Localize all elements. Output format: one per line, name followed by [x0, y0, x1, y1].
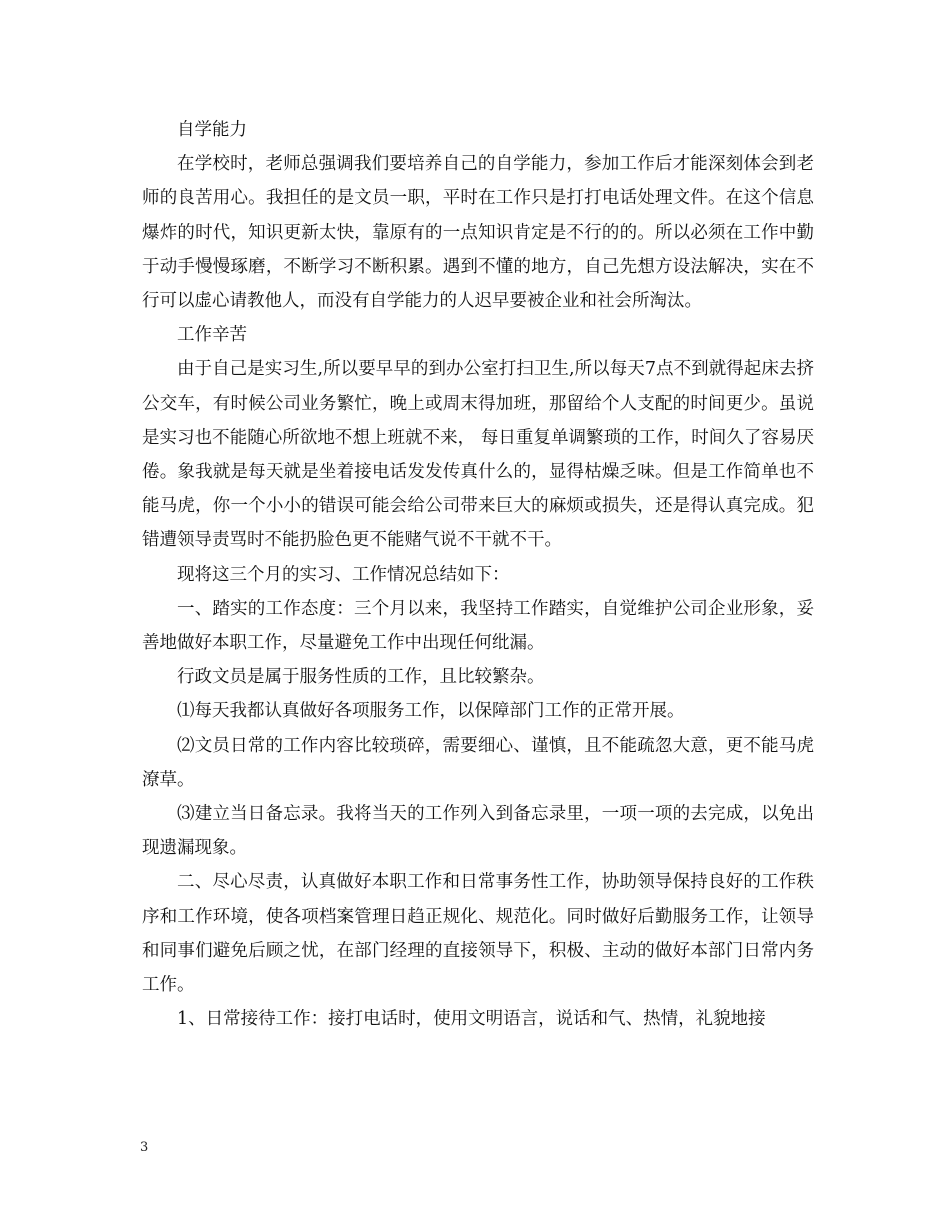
page-number: 3 — [140, 1140, 149, 1155]
paragraph-summary-intro: 现将这三个月的实习、工作情况总结如下： — [177, 564, 510, 585]
paragraph-self-learning: 在学校时，老师总强调我们要培养自己的自学能力，参加工作后才能深刻体会到老师的良苦用心。我担任的是文员一职，平时在工作只是打打电话处理文件。在这个信息爆炸的时代，知识更新太快，靠原有的一点知识肯定是不行的的。所以必须在工作中勤于动手慢慢琢磨，不断学习不断积累。遇到不懂的地方，自己先想方设法解决，实在不行可以虚心请教他人，而没有自学能力的人迟早要被企业和社会所淘汰。 — [142, 154, 814, 312]
section-heading-hard-work: 工作辛苦 — [177, 325, 247, 346]
paragraph-item-2: ⑵文员日常的工作内容比较琐碎，需要细心、谨慎，且不能疏忽大意，更不能马虎潦草。 — [142, 735, 814, 790]
paragraph-intern-routine: 由于自己是实习生,所以要早早的到办公室打扫卫生,所以每天7点不到就得起床去挤公交车，有时候公司业务繁忙，晚上或周末得加班，那留给个人支配的时间更少。虽说是实习也不能随心所欲地不想上班就不来， 每日重复单调繁琐的工作，时间久了容易厌倦。象我就是每天就是坐着接电话发发传真什么的，显得枯燥乏味。但是工作简单也不能马虎，你一个小小的错误可能会给公司带来巨大的麻烦或损失，还是得认真完成。犯错遭领导责骂时不能扔脸色更不能赌气说不干就不干。 — [142, 359, 814, 551]
paragraph-responsibility: 二、尽心尽责，认真做好本职工作和日常事务性工作，协助领导保持良好的工作秩序和工作环境，使各项档案管理日趋正规化、规范化。同时做好后勤服务工作，让领导和同事们避免后顾之忧，在部门经理的直接领导下，积极、主动的做好本部门日常内务工作。 — [142, 872, 814, 996]
paragraph-item-1: ⑴每天我都认真做好各项服务工作，以保障部门工作的正常开展。 — [177, 701, 685, 722]
paragraph-admin-clerk: 行政文员是属于服务性质的工作，且比较繁杂。 — [177, 667, 545, 688]
paragraph-item-3: ⑶建立当日备忘录。我将当天的工作列入到备忘录里，一项一项的去完成，以免出现遗漏现象。 — [142, 804, 814, 859]
paragraph-attitude: 一、踏实的工作态度：三个月以来，我坚持工作踏实，自觉维护公司企业形象，妥善地做好本职工作，尽量避免工作中出现任何纰漏。 — [142, 598, 814, 654]
paragraph-reception: 1、日常接待工作：接打电话时，使用文明语言，说话和气、热情，礼貌地接 — [177, 1009, 766, 1030]
section-heading-self-learning: 自学能力 — [177, 120, 247, 140]
document-body — [142, 113, 814, 1036]
